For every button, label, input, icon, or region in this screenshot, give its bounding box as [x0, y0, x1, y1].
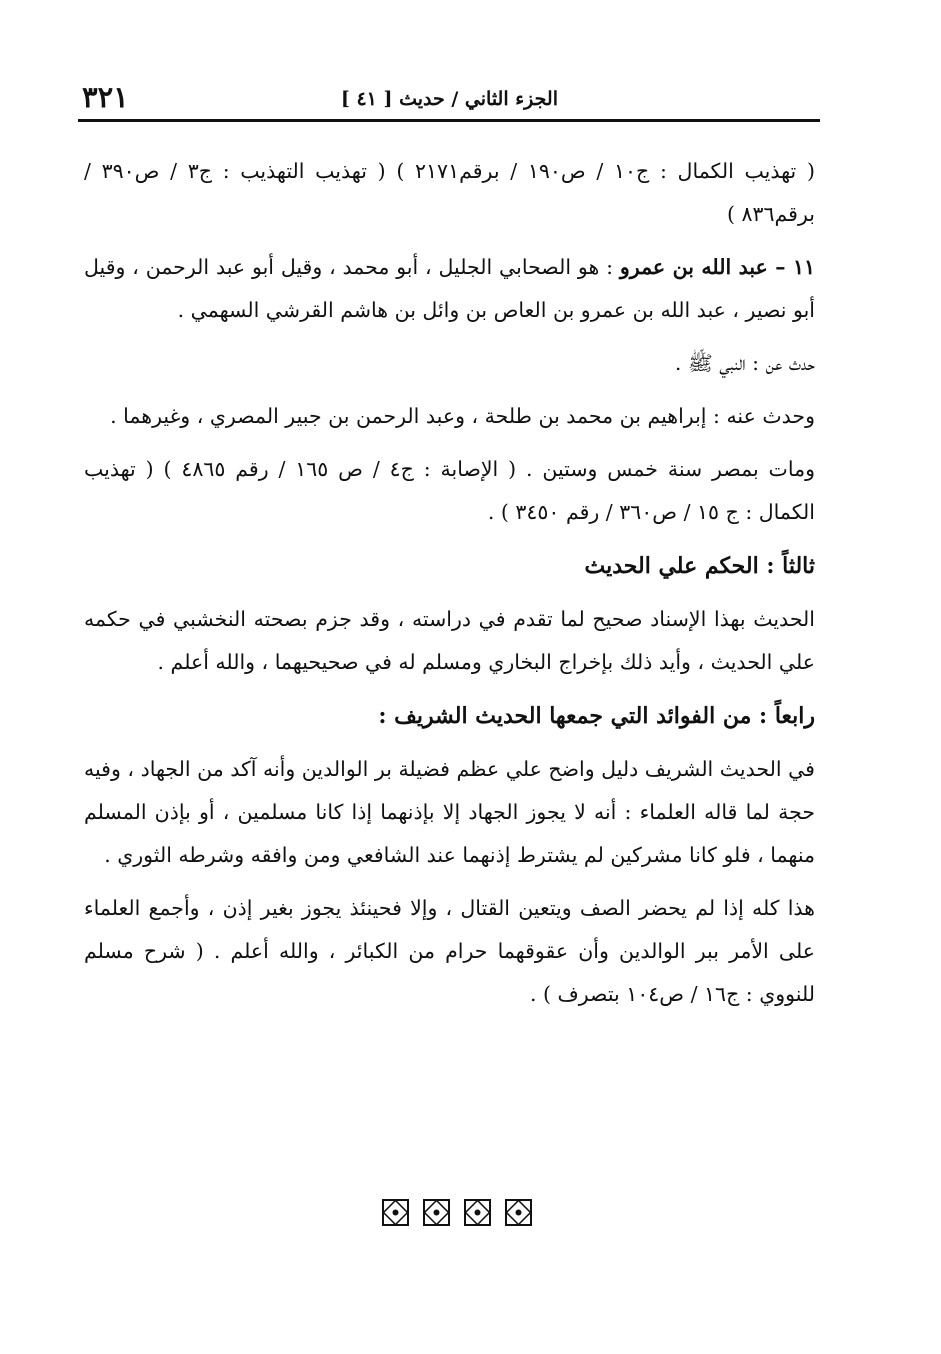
page-body — [84, 150, 815, 1026]
square-knot-ornament-icon — [382, 1199, 409, 1226]
section-heading-ruling: ثالثاً : الحكم علي الحديث — [584, 553, 815, 579]
narrator-name: ١١ – عبد الله بن عمرو — [619, 255, 815, 279]
square-knot-ornament-icon — [505, 1199, 532, 1226]
header-rule — [78, 119, 820, 122]
paragraph-benefits: في الحديث الشريف دليل واضح علي عظم فضيلة بر الوالدين وأنه آكد من الجهاد ، وفيه حجة لما قاله العلماء : أنه لا يجوز الجهاد إلا بإذنهما إذا كانا مسلمين ، أو بإذن المسلم منهما ، فلو كانا مشركين لم يشترط إذنهما عند الشافعي ومن وافقه وشرطه الثوري . — [84, 757, 815, 867]
paragraph-biography — [84, 246, 815, 332]
paragraph-ruling: الحديث بهذا الإسناد صحيح لما تقدم في دراسته ، وقد جزم بصحته النخشبي في حكمه علي الحديث ، وأيد ذلك بإخراج البخاري ومسلم له في صحيحيهما ، والله أعلم . — [84, 607, 815, 674]
square-knot-ornament-icon — [423, 1199, 450, 1226]
running-title: الجزء الثاني / حديث [ ٤١ ] — [340, 88, 558, 110]
page-header — [78, 78, 820, 116]
paragraph-narrated-from: حدث عن : النبي ﷺ . — [674, 351, 815, 375]
square-knot-ornament-icon — [464, 1199, 491, 1226]
paragraph-death: ومات بمصر سنة خمس وستين . ( الإصابة : ج٤ / ص ١٦٥ / رقم ٤٨٦٥ ) ( تهذيب الكمال : ج ١٥ / ص٣٦٠ / رقم ٣٤٥٠ ) . — [84, 457, 815, 524]
biography-text: : هو الصحابي الجليل ، أبو محمد ، وقيل أبو عبد الرحمن ، وقيل أبو نصير ، عبد الله بن عمرو بن العاص بن وائل بن هاشم القرشي السهمي . — [84, 255, 815, 322]
page-number: ٣٢١ — [82, 80, 129, 114]
paragraph-conclusion: هذا كله إذا لم يحضر الصف ويتعين القتال ، وإلا فحينئذ يجوز بغير إذن ، وأجمع العلماء على الأمر ببر الوالدين وأن عقوقهما حرام من الكبائر ، والله أعلم . ( شرح مسلم للنووي : ج١٦ / ص١٠٤ بتصرف ) . — [84, 896, 815, 1006]
paragraph-narrated-by: وحدث عنه : إبراهيم بن محمد بن طلحة ، وعبد الرحمن بن جبير المصري ، وغيرهما . — [110, 404, 815, 428]
paragraph-citation: ( تهذيب الكمال : ج١٠ / ص١٩٠ / برقم٢١٧١ ) ( تهذيب التهذيب : ج٣ / ص٣٩٠ / برقم٨٣٦ ) — [84, 159, 815, 226]
section-heading-benefits: رابعاً : من الفوائد التي جمعها الحديث الشريف : — [378, 703, 815, 729]
section-end-ornaments — [382, 1199, 532, 1229]
